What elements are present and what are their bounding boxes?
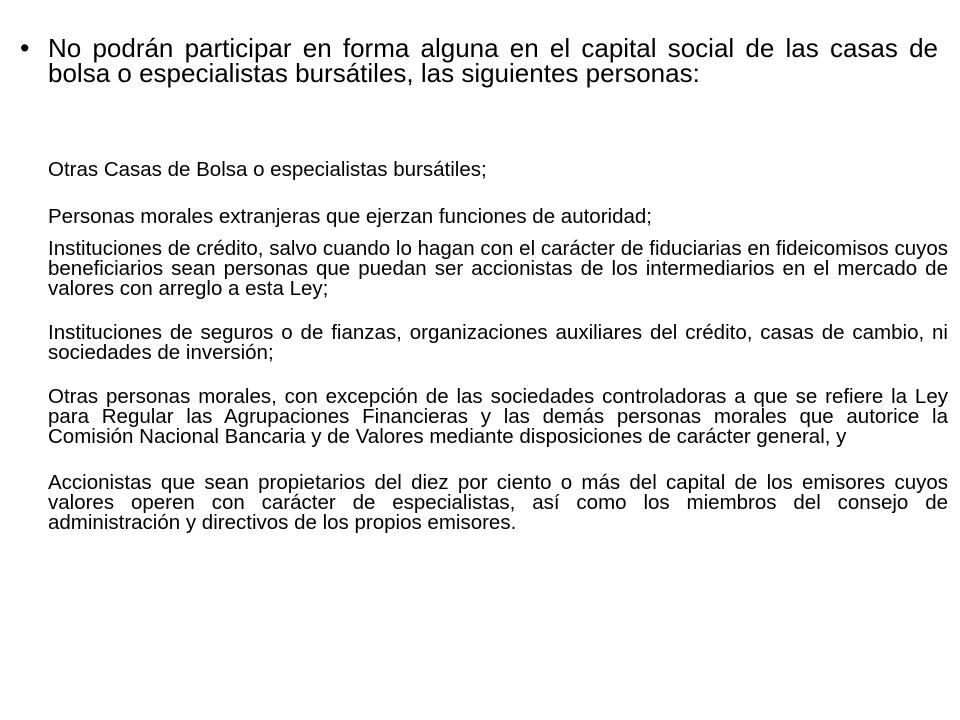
list-item-personas-extranjeras: Personas morales extranjeras que ejerzan funciones de autoridad; <box>48 205 652 228</box>
list-item-otras-casas: Otras Casas de Bolsa o especialistas bursátiles; <box>48 158 487 181</box>
restricted-persons-list <box>48 160 948 533</box>
list-item-otras-personas-morales: Otras personas morales, con excepción de las sociedades controladoras a que se refiere la Ley para Regular las Agrupaciones Financieras y las demás personas morales que autorice la Comisión Nacional Bancaria y de Valores mediante disposiciones de carácter general, y <box>48 385 948 448</box>
list-item-instituciones-seguros: Instituciones de seguros o de fianzas, organizaciones auxiliares del crédito, casas de cambio, ni sociedades de inversión; <box>48 321 948 364</box>
list-item-instituciones-credito: Instituciones de crédito, salvo cuando lo hagan con el carácter de fiduciarias en fideicomisos cuyos beneficiarios sean personas que puedan ser accionistas de los intermediarios en el mercado de valores con arreglo a esta Ley; <box>48 237 948 300</box>
main-bullet-row <box>20 33 945 88</box>
bullet-icon: • <box>20 33 30 63</box>
main-point-text: No podrán participar en forma alguna en el capital social de las casas de bolsa o especialistas bursátiles, las siguientes personas: <box>48 33 938 88</box>
list-item-accionistas: Accionistas que sean propietarios del diez por ciento o más del capital de los emisores cuyos valores operen con carácter de especialistas, así como los miembros del consejo de administración y directivos de los propios emisores. <box>48 471 948 534</box>
